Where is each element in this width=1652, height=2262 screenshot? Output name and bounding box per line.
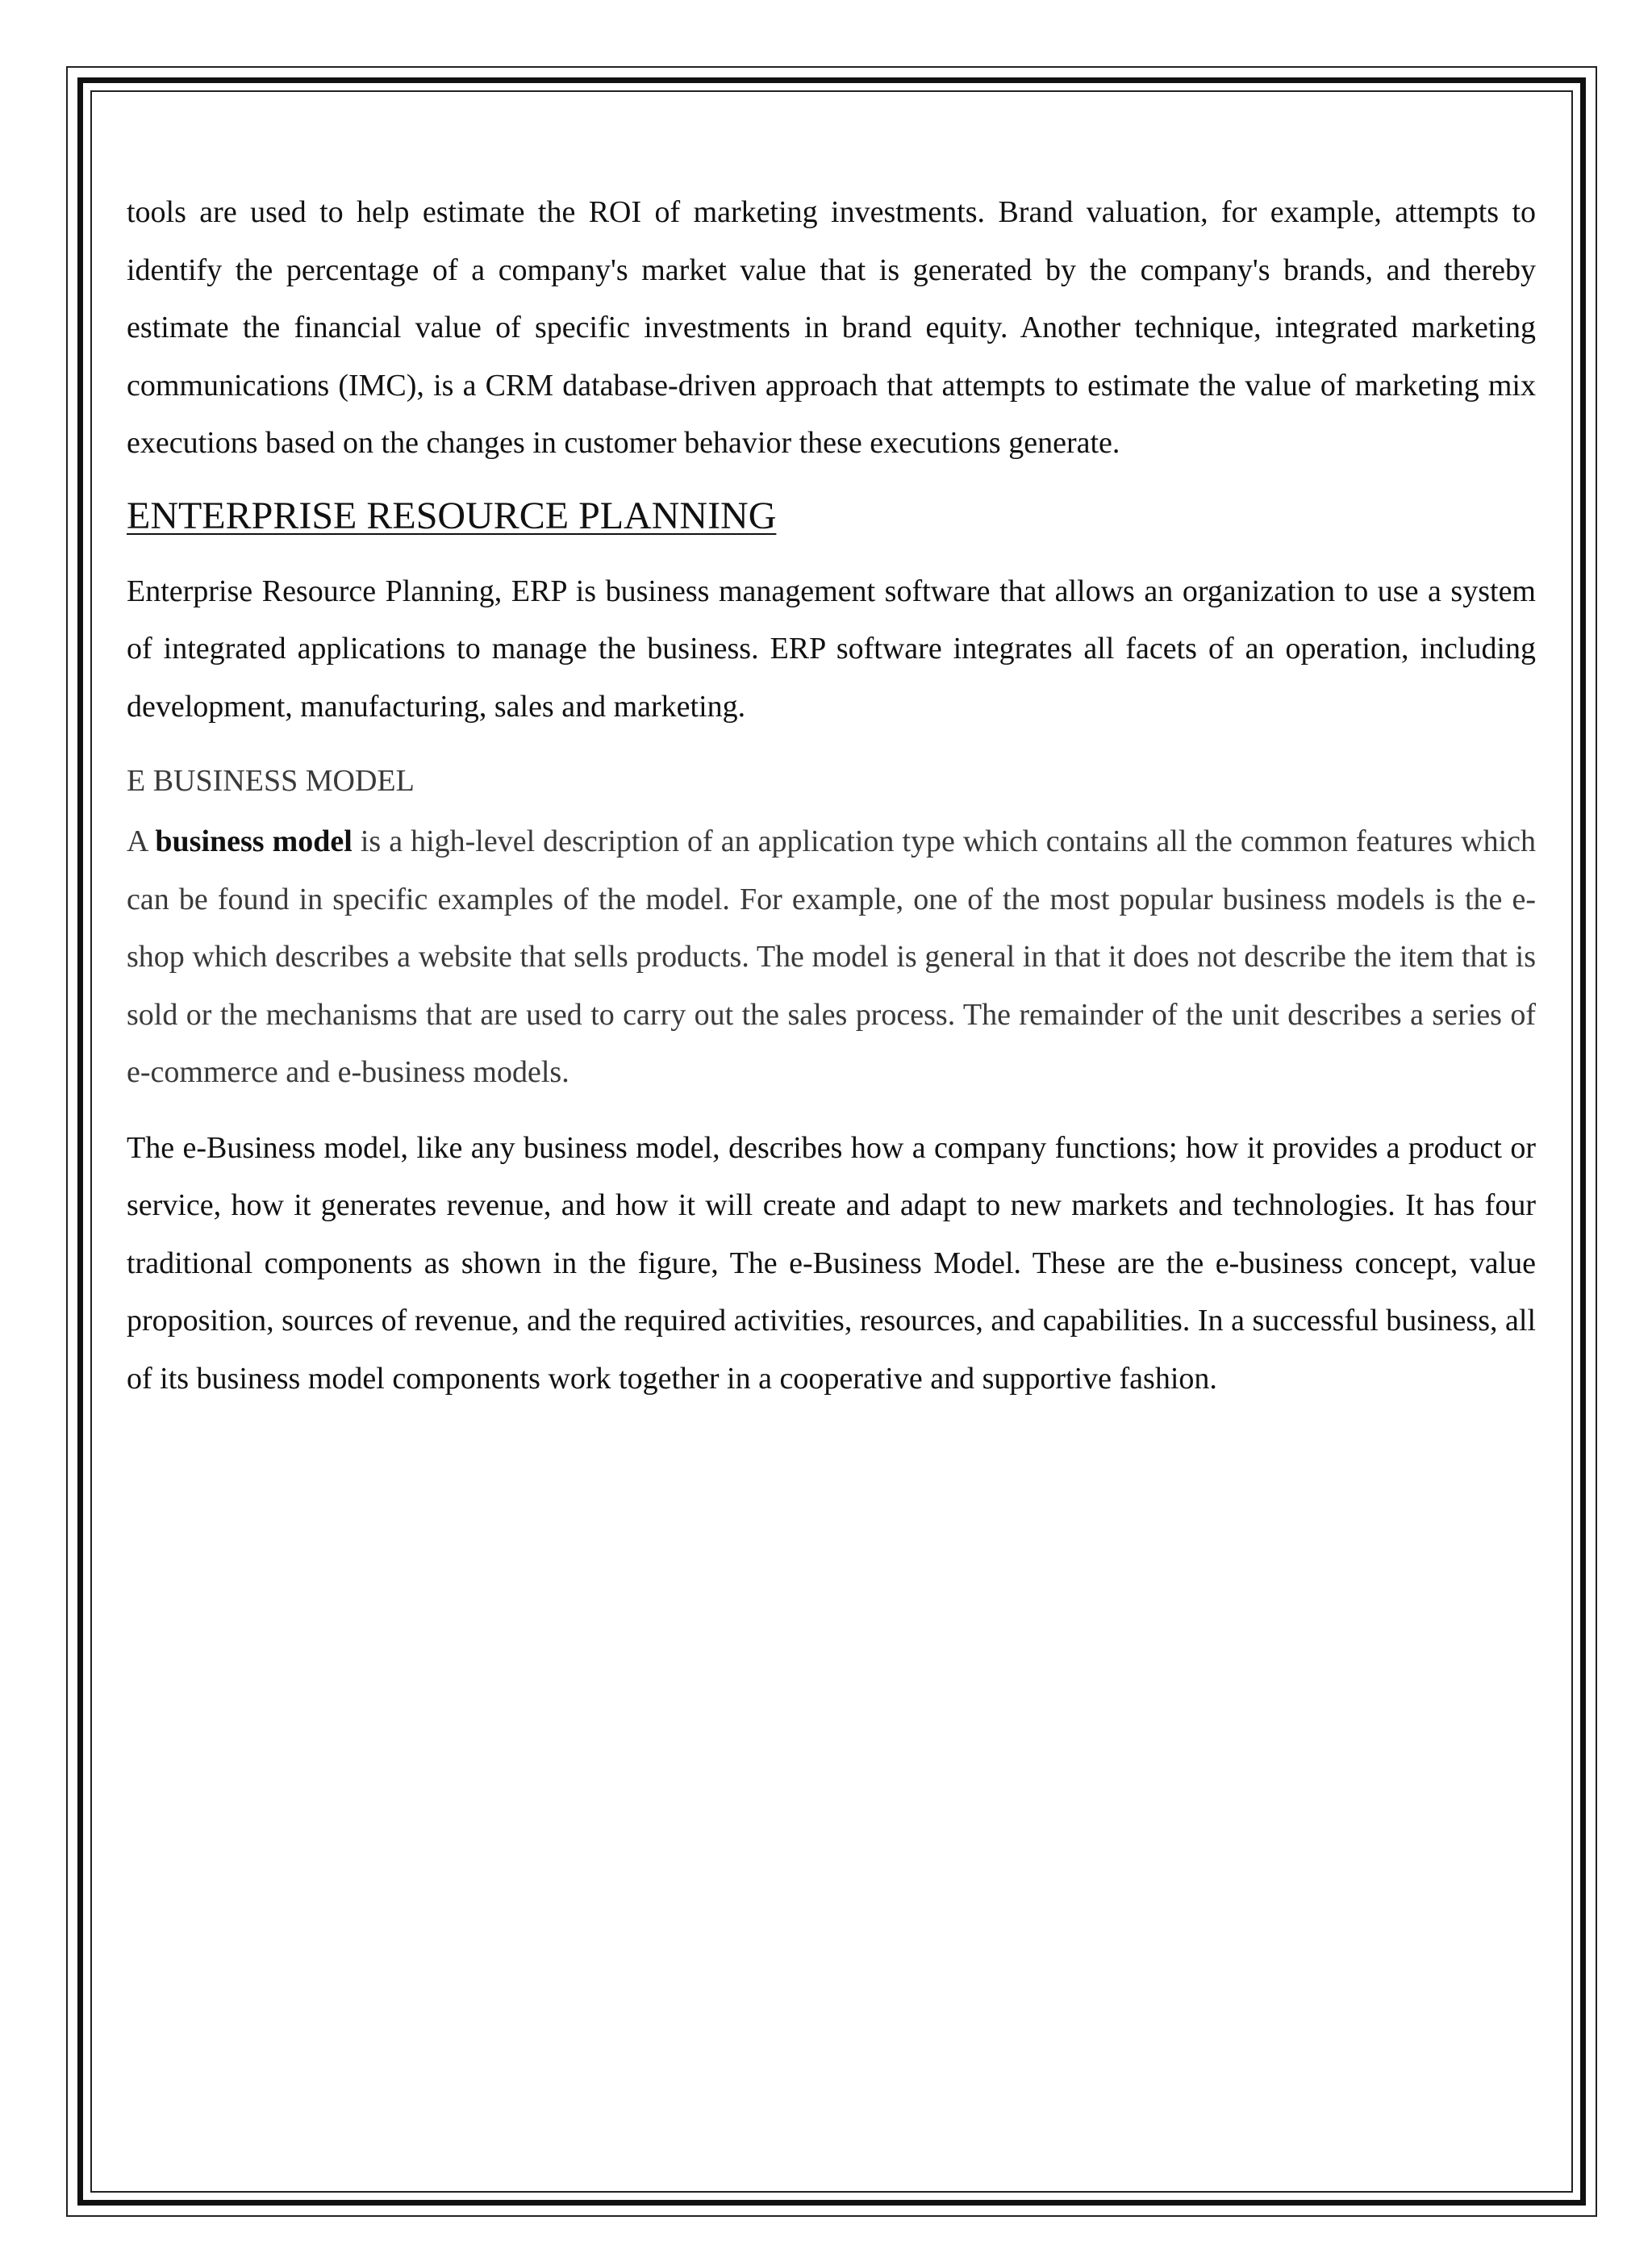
ebusiness-heading: E BUSINESS MODEL	[127, 764, 415, 798]
intro-paragraph: tools are used to help estimate the ROI of marketing investments. Brand valuation, for example, attempts to identify the percentage of a company's market value that is generated by the company's brands, and thereby estimate the financial value of specific investments in brand equity. Another technique, integrated marketing communications (IMC), is a CRM database-driven approach that attempts to estimate the value of marketing mix executions based on the changes in customer behavior these executions generate.	[127, 195, 1536, 460]
definition-lead: A	[127, 824, 148, 858]
ebusiness-paragraph: The e-Business model, like any business model, describes how a company functions; how it provides a product or service, how it generates revenue, and how it will create and adapt to new markets and technologies. It has four traditional components as shown in the figure, The e-Business Model. These are the e-business concept, value proposition, sources of revenue, and the required activities, resources, and capabilities. In a successful business, all of its business model components work together in a cooperative and supportive fashion.	[127, 1130, 1536, 1396]
page-content	[127, 184, 1536, 1408]
erp-paragraph: Enterprise Resource Planning, ERP is business management software that allows an organization to use a system of integrated applications to manage the business. ERP software integrates all facets of an operation, including development, manufacturing, sales and marketing.	[127, 574, 1536, 724]
business-model-definition	[127, 813, 1536, 1102]
erp-heading: ENTERPRISE RESOURCE PLANNING	[127, 494, 777, 537]
definition-term: business model	[155, 824, 353, 858]
definition-rest: is a high-level description of an application type which contains all the common features which can be found in specific examples of the model. For example, one of the most popular business models is the e-shop which describes a website that sells products. The model is general in that it does not describe the item that is sold or the mechanisms that are used to carry out the sales process. The remainder of the unit describes a series of e-commerce and e-business models.	[127, 824, 1537, 1089]
